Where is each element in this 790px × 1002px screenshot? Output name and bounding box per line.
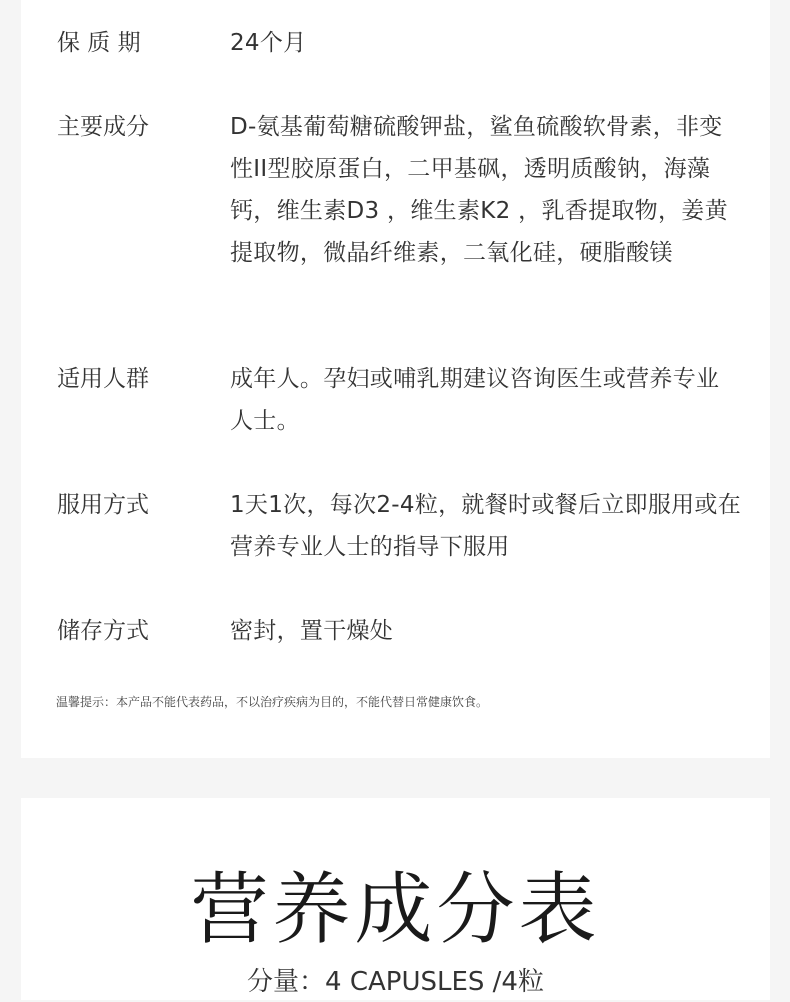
info-value-usage: 1天1次，每次2-4粒，就餐时或餐后立即服用或在营养专业人士的指导下服用 [230, 492, 742, 560]
nutrition-facts-card [21, 798, 770, 1000]
info-value-ingredients: D-氨基葡萄糖硫酸钾盐，鲨鱼硫酸软骨素，非变性II型胶原蛋白，二甲基砜，透明质酸钠，海藻钙，维生素D3 ，维生素K2 ，乳香提取物，姜黄提取物，微晶纤维素，二氧化硅，硬脂酸镁 [230, 114, 728, 266]
nutrition-title: 营养成分表 [190, 865, 601, 955]
info-label-storage: 储存方式 [57, 618, 149, 644]
info-label-shelf-life: 保 质 期 [57, 30, 141, 56]
warm-tip-note: 温馨提示：本产品不能代表药品，不以治疗疾病为目的，不能代替日常健康饮食。 [56, 695, 489, 709]
info-value-shelf-life: 24个月 [230, 30, 307, 56]
info-label-ingredients: 主要成分 [57, 114, 149, 140]
product-info-card [21, 0, 770, 758]
info-value-target-group: 成年人。孕妇或哺乳期建议咨询医生或营养专业人士。 [230, 366, 720, 434]
serving-size: 分量：4 CAPUSLES /4粒 [247, 967, 544, 997]
info-label-target-group: 适用人群 [57, 366, 149, 392]
info-label-usage: 服用方式 [57, 492, 149, 518]
info-value-storage: 密封，置干燥处 [230, 618, 394, 644]
